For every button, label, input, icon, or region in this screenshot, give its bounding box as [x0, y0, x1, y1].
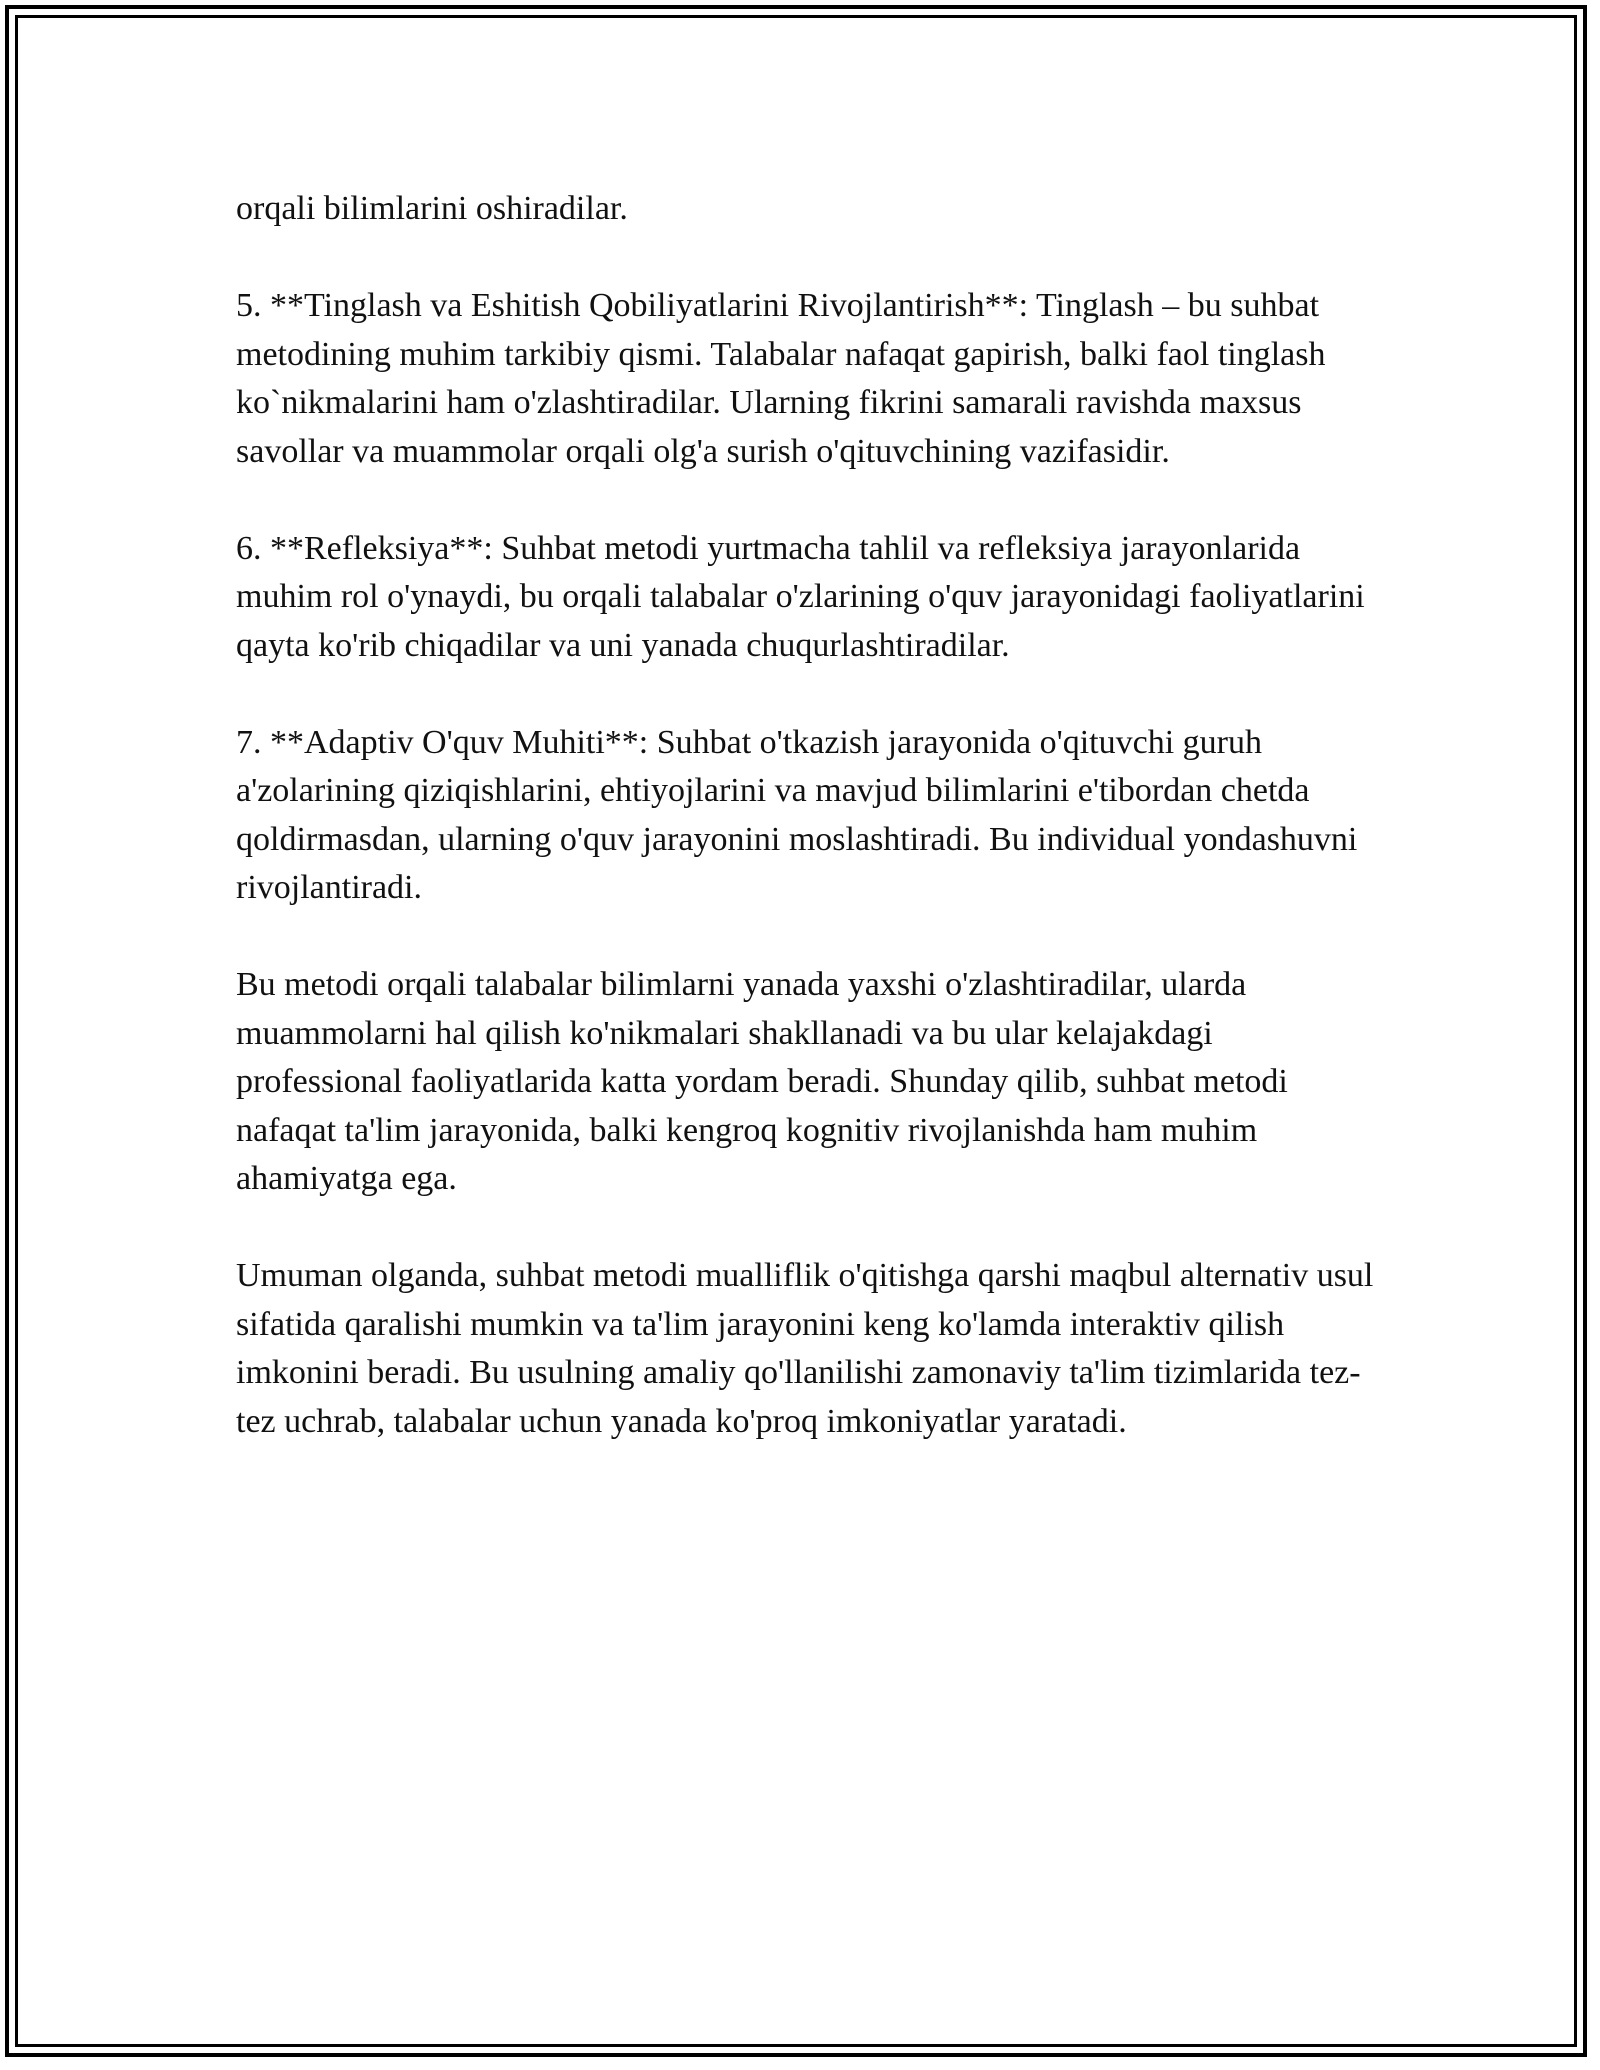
- paragraph-adaptive-environment: 7. **Adaptiv O'quv Muhiti**: Suhbat o'tkazish jarayonida o'qituvchi guruh a'zolarining qiziqishlarini, ehtiyojlarini va mavjud bilimlarini e'tibordan chetda qoldirmasdan, ularning o'quv jarayonini moslashtiradi. Bu individual yondashuvni rivojlantiradi.: [236, 723, 1358, 906]
- paragraph-reflection: 6. **Refleksiya**: Suhbat metodi yurtmacha tahlil va refleksiya jarayonlarida muhim rol o'ynaydi, bu orqali talabalar o'zlarining o'quv jarayonidagi faoliyatlarini qayta ko'rib chiqadilar va uni yanada chuqurlashtiradilar.: [236, 529, 1365, 664]
- paragraph-conclusion: Umuman olganda, suhbat metodi mualliflik o'qitishga qarshi maqbul alternativ usul sifatida qaralishi mumkin va ta'lim jarayonini keng ko'lamda interaktiv qilish imkonini beradi. Bu usulning amaliy qo'llanilishi zamonaviy ta'lim tizimlarida tez-tez uchrab, talabalar uchun yanada ko'proq imkoniyatlar yaratadi.: [236, 1257, 1374, 1440]
- document-body: [236, 185, 1376, 1495]
- paragraph-listening-skills: 5. **Tinglash va Eshitish Qobiliyatlarini Rivojlantirish**: Tinglash – bu suhbat metodining muhim tarkibiy qismi. Talabalar nafaqat gapirish, balki faol tinglash ko`nikmalarini ham o'zlashtiradilar. Ularning fikrini samarali ravishda maxsus savollar va muammolar orqali olg'a surish o'qituvchining vazifasidir.: [236, 287, 1326, 470]
- paragraph-continuation: orqali bilimlarini oshiradilar.: [236, 190, 628, 227]
- paragraph-method-benefits: Bu metodi orqali talabalar bilimlarni yanada yaxshi o'zlashtiradilar, ularda muammolarni hal qilish ko'nikmalari shakllanadi va bu ular kelajakdagi professional faoliyatlarida katta yordam beradi. Shunday qilib, suhbat metodi nafaqat ta'lim jarayonida, balki kengroq kognitiv rivojlanishda ham muhim ahamiyatga ega.: [236, 966, 1288, 1197]
